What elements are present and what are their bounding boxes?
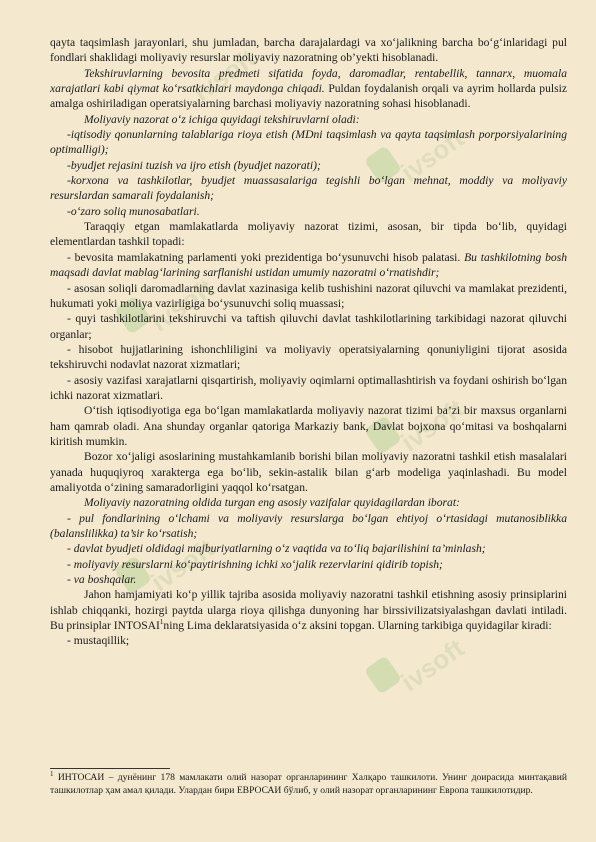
watermark-text: ivsoft (145, 272, 220, 338)
list-item: - hisobot hujjatlarining ishonchliligini va moliyaviy operatsiyalarning qonuniyligini tijorat asosida tekshiruvchi nodavlat nazorat xizmatlari; (50, 342, 567, 372)
document-body (50, 35, 567, 649)
watermark-text: ivsoft (187, 42, 262, 108)
paragraph-text: Jahon hamjamiyati ko‘p yillik tajriba asosida moliyaviy nazoratni tashkil etishning asosiy prinsiplarini ishlab chiqqanki, hozirgi paytda ularga rioya qilishga dunyoning har birssivilizatsiyalashgan davlati intiladi. Bu prinsiplar INTOSAI (50, 588, 567, 633)
watermark-text: ivsoft (395, 632, 470, 698)
paragraph: Moliyaviy nazorat o‘z ichiga quyidagi tekshiruvlarni oladi: (84, 112, 360, 126)
paragraph-text: Puldan foydalanish orqali va ayrim hollarda pulsiz amalga oshiriladigan operatsiyalarning barchasi moliyaviy nazoratning sohasi hisoblanadi. (50, 82, 567, 111)
list-item: - asosan soliqli daromadlarning davlat xazinasiga kelib tushishini nazorat qiluvchi va mamlakat prezidenti, hukumati yoki moliya vazirligiga bo‘ysunuvchi soliq muassasi; (50, 281, 567, 310)
italic-tail: Bu tashkilotning bosh maqsadi davlat mablag‘larining sarflanishi ustidan umumiy nazoratni o‘rnatishdir; (50, 250, 568, 280)
paragraph (50, 587, 567, 633)
list-item: - quyi tashkilotlarini tekshiruvchi va taftish qiluvchi davlat tashkilotlarining tarkibidagi nazorat qiluvchi organlar; (50, 312, 567, 341)
watermark-logo-icon (364, 655, 403, 694)
footnote-divider (50, 768, 170, 769)
paragraph: Taraqqiy etgan mamlakatlarda moliyaviy nazorat tizimi, asosan, bir tipda bo‘lib, quyidagi elementlardan tashkil topadi: (50, 220, 567, 249)
list-item: - moliyaviy resurslarni ko‘paytirishning ichki xo‘jalik rezervlarini qidirib topish; (67, 557, 443, 571)
paragraph: Moliyaviy nazoratning oldida turgan eng asosiy vazifalar quyidagilardan iborat: (84, 496, 460, 510)
paragraph (50, 66, 567, 112)
list-item: - pul fondlarining o‘lchami va moliyaviy resurslarga bo‘lgan ehtiyoj o‘rtasidagi mutanosiblikka (balanslilikka) ta’sir ko‘rsatish; (50, 511, 567, 540)
watermark-text: ivsoft (145, 532, 220, 598)
paragraph-text: ning Lima deklaratsiyasida o‘z aksini topgan. Ularning tarkibiga quyidagilar kiradi: (163, 619, 552, 633)
list-item (50, 250, 567, 281)
footnote (50, 769, 567, 797)
list-item: -iqtisodiy qonunlarning talablariga rioya etish (MDni taqsimlash va qayta taqsimlash porporsiyalarining optimalligi); (50, 128, 567, 157)
paragraph: O‘tish iqtisodiyotiga ega bo‘lgan mamlakatlarda moliyaviy nazorat tizimi ba’zi bir maxsus organlarni ham qamrab oladi. Ana shunday organlar qatoriga Markaziy bank, Davlat bojxona qo‘mitasi va boshqalarni kiritish mumkin. (50, 404, 567, 448)
watermark-text: ivsoft (395, 122, 470, 188)
footnote-ref[interactable]: 1 (159, 618, 164, 627)
paragraph: qayta taqsimlash jarayonlari, shu jumladan, barcha darajalardagi va xo‘jalikning barcha bo‘g‘inlaridagi pul fondlari shaklidagi moliyaviy resurslar moliyaviy nazoratning ob’yekti hisoblanadi. (50, 36, 567, 65)
list-item: -o‘zaro soliq munosabatlari. (67, 204, 200, 218)
footnote-mark: 1 (50, 769, 54, 778)
list-item: -byudjet rejasini tuzish va ijro etish (byudjet nazorati); (67, 158, 321, 172)
italic-lead: Tekshiruvlarning bevosita predmeti sifatida foyda, daromadlar, rentabellik, tannarx, muomala xarajatlari kabi qiymat ko‘rsatkichlari maydonga chiqadi. (50, 66, 567, 96)
list-item: - davlat byudjeti oldidagi majburiyatlarning o‘z vaqtida va to‘liq bajarilishini ta’minlash; (67, 542, 486, 556)
list-item: - va boshqalar. (67, 573, 137, 587)
paragraph: Bozor xo‘jaligi asoslarining mustahkamlanib borishi bilan moliyaviy nazoratni tashkil etish masalalari yanada huquqiyroq xarakterga ega bo‘lib, sekin-astalik bilan g‘arb modeliga yaqinlashadi. Bu model amaliyotda o‘zining samaradorligini yaqqol ko‘rsatgan. (50, 450, 567, 494)
list-item-text: - bevosita mamlakatning parlamenti yoki prezidentiga bo‘ysunuvchi hisob palatasi. (67, 250, 465, 264)
list-item: -korxona va tashkilotlar, byudjet muassasalariga tegishli bo‘lgan mehnat, moddiy va moliyaviy resurslardan samarali foydalanish; (50, 174, 567, 203)
list-item: - mustaqillik; (67, 634, 130, 648)
watermark-text: ivsoft (395, 392, 470, 458)
list-item: - asosiy vazifasi xarajatlarni qisqartirish, moliyaviy oqimlarni optimallashtirish va foydani oshirish bo‘lgan ichki nazorat xizmatlari. (50, 373, 567, 402)
footnote-text: ИНТОСАИ – дунёнинг 178 мамлакати олий назорат органларининг Халқаро ташкилоти. Унинг доирасида минтақавий ташкилотлар ҳам амал қилади. Улардан бири ЕВРОСАИ бўлиб, у олий назорат органларининг Европа ташкилотидир. (50, 772, 567, 796)
